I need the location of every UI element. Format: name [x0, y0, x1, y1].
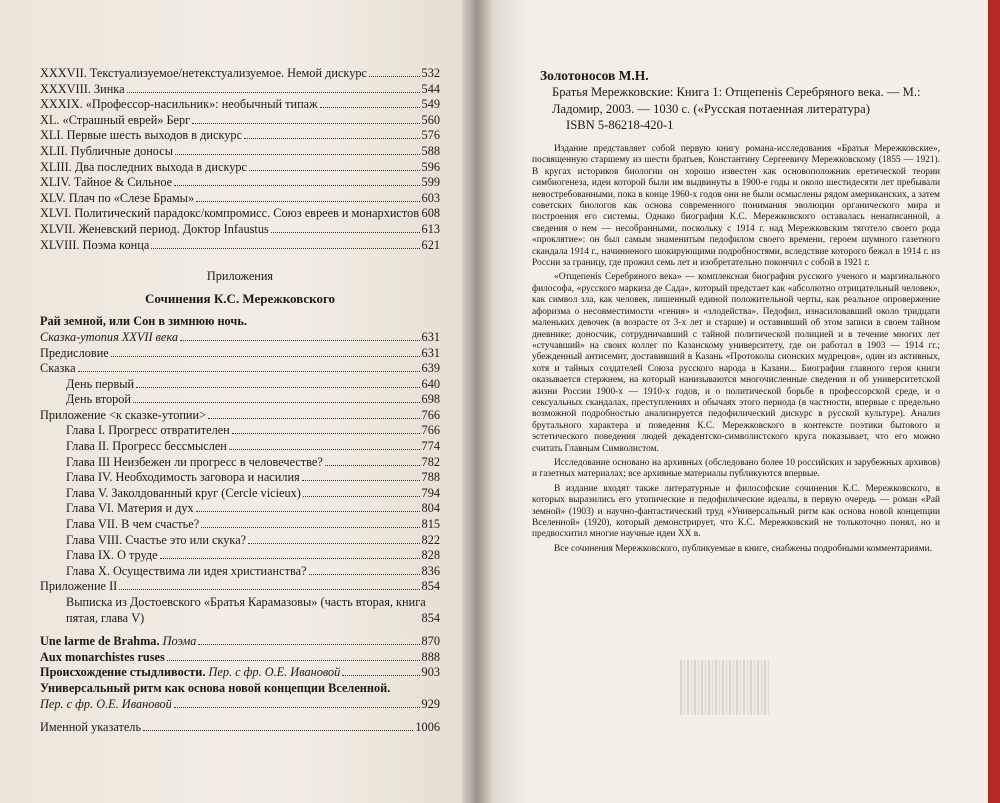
toc-entry-page: 596	[421, 159, 440, 174]
extract-page: 854	[421, 610, 440, 625]
toc-entry-page: 782	[421, 454, 440, 469]
toc-entry-page: 822	[421, 532, 440, 547]
toc-entry-title: Сказка-утопия XXVII века	[40, 329, 179, 344]
toc-entry	[40, 579, 440, 595]
work5-title: Универсальный ритм как основа новой концепции Вселенной.	[40, 680, 391, 695]
book-gutter	[462, 0, 492, 803]
toc-entry	[40, 501, 440, 517]
annotation-paragraph: Все сочинения Мережковского, публикуемые в книге, снабжены подробными комментариями.	[554, 543, 932, 554]
toc-entry-title: XLVII. Женевский период. Доктор Infaustus	[40, 221, 269, 236]
toc-entry-title: День первый	[66, 376, 135, 391]
toc-entry	[40, 408, 440, 424]
toc-entry	[40, 517, 440, 533]
annotation	[532, 144, 940, 558]
index-title: Именной указатель	[40, 720, 142, 735]
work2-genre: Поэма	[162, 634, 197, 649]
toc-entry-page: 599	[421, 175, 440, 190]
toc-entry-page: 698	[421, 392, 440, 407]
toc-entry-page: 631	[421, 345, 440, 360]
toc-entry-extract	[40, 595, 440, 626]
extract-title: Выписка из Достоевского «Братья Карамазовы» (часть вторая, книга пятая, глава V)	[66, 595, 426, 625]
toc-entry-title: Глава VII. В чем счастье?	[66, 517, 200, 532]
toc-entry	[40, 346, 440, 362]
index-page: 1006	[415, 720, 440, 735]
toc-entry	[40, 392, 440, 408]
annotation-paragraph: Исследование основано на архивных (обследовано более 10 российских и зарубежных архивов) и газетных материалах; все архивные материалы публикуются впервые.	[532, 457, 940, 480]
toc-entry	[40, 361, 440, 377]
toc-entry-page: 774	[421, 439, 440, 454]
toc-entry	[40, 470, 440, 486]
toc-entry-title: Предисловие	[40, 345, 109, 360]
toc-entry	[40, 330, 440, 346]
toc-entry-title: Глава III Неизбежен ли прогресс в человечестве?	[66, 454, 323, 469]
toc-entry	[40, 548, 440, 564]
work2-title: Une larme de Brahma.	[40, 634, 160, 649]
toc-entry-title: Глава I. Прогресс отвратителен	[66, 423, 230, 438]
toc-entry-page: 613	[421, 221, 440, 236]
book-author: Золотоносов М.Н.	[540, 68, 649, 83]
toc-entry-title: Приложение II	[40, 579, 118, 594]
work5-page: 929	[421, 696, 440, 711]
toc-entry-title: День второй	[66, 392, 131, 407]
toc-entry-page: 794	[421, 485, 440, 500]
toc-entry-title: XXXVIII. Зинка	[40, 81, 125, 96]
left-page	[0, 0, 470, 803]
toc-entry-index	[40, 720, 440, 736]
isbn: ISBN 5-86218-420-1	[566, 118, 674, 132]
toc-entry	[40, 533, 440, 549]
toc-entry-page: 544	[421, 81, 440, 96]
toc-entry-title: XLII. Публичные доносы	[40, 143, 173, 158]
toc-entry	[40, 238, 440, 254]
toc-entry-title: Глава VIII. Счастье это или скука?	[66, 532, 247, 547]
toc-entry-page: 804	[421, 501, 440, 516]
work4-translator: Пер. с фр. О.Е. Ивановой	[208, 665, 341, 680]
bibliographic-record	[552, 84, 942, 134]
toc-entry-title: Глава X. Осуществима ли идея христианства?	[66, 563, 307, 578]
toc-entry-title: Глава II. Прогресс бессмыслен	[66, 439, 227, 454]
appendix-title: Приложения	[206, 269, 274, 284]
toc-entry	[40, 439, 440, 455]
toc-entry-page: 608	[421, 206, 440, 221]
work4-title: Происхождение стыдливости.	[40, 665, 206, 680]
toc-entry-title: XLIII. Два последних выхода в дискурс	[40, 159, 248, 174]
appendix-subtitle: Сочинения К.С. Мережковского	[144, 290, 336, 306]
toc-entry	[40, 423, 440, 439]
toc-entry-work2	[40, 634, 440, 650]
work1-entries	[40, 330, 440, 595]
toc-entry-title: XLVI. Политический парадокс/компромисс. Союз евреев и монархистов	[40, 206, 420, 221]
toc-entry-page: 766	[421, 407, 440, 422]
toc-entry-page: 639	[421, 361, 440, 376]
toc-entry-title: Глава IX. О труде	[66, 548, 158, 563]
toc-entry	[40, 222, 440, 238]
toc-entry	[40, 144, 440, 160]
annotation-paragraph: «Отщепенis Серебряного века» — комплексная биография русского ученого и маргинального философа, «русского маркиза де Сада», который предстает как «абсолютно отрицательный человек», как символ зла, как человек, лишенный единой положительной черты, как реальное опровержение афоризма о несовместимости «гения» и «злодейства». Педофил, изнасиловавший около тридцати маленьких девочек (в возрасте от 3-х лет и старше) и оставивший об этом записи в своем тайном дневнике; доносчик, сотрудничавший с тайной политической полицией и в течение многих лет «стучавший» на своих коллег по Казанскому университету, где он работал в 1903 — 1914 гг.; убежденный антисемит, доставивший в Казань «Протоколы сионских мудрецов», один из активных, хотя и тайных создателей Союза русского народа в Казани... Биография главного героя книги оказывается стержнем, на который нанизываются многочисленные сведения и об университетской жизни России 1900-х — 1910-х годов, и о политической борьбе в профессорской среде, и о сексуальных скандалах, преступлениях и обычаях этого периода (в частности, впервые с предельно возможной подробностью анализируется педофилический дискурс в русской культуре). Анализ брутального характера и поведения К.С. Мережковского в контексте поэтики бытового и эстетического поведения людей декадентско-символистского круга показывает, что его можно считать Главным Символистом.	[532, 272, 940, 454]
bib-line: Братья Мережковские: Книга 1: Отщепенis Серебряного века. — М.: Ладомир, 2003. — 1030 с. («Русская потаенная литература)	[552, 85, 921, 116]
toc-entry-page: 576	[421, 128, 440, 143]
toc-entry-page: 532	[421, 66, 440, 80]
toc-entry-work3	[40, 650, 440, 666]
toc-entry	[40, 377, 440, 393]
toc-entry-page: 815	[421, 517, 440, 532]
toc-entry-page: 549	[421, 97, 440, 112]
toc-entry	[40, 97, 440, 113]
toc-entry-work5	[40, 697, 440, 713]
work2-page: 870	[421, 634, 440, 649]
toc-entry-title: XL. «Страшный еврей» Берг	[40, 112, 191, 127]
toc-entry	[40, 128, 440, 144]
toc-entry	[40, 486, 440, 502]
work3-page: 888	[421, 649, 440, 664]
toc-entry-page: 588	[421, 143, 440, 158]
toc-entry	[40, 206, 440, 222]
toc-entry-page: 836	[421, 563, 440, 578]
toc-entry	[40, 160, 440, 176]
toc-entry-page: 603	[421, 190, 440, 205]
toc-entry-page: 766	[421, 423, 440, 438]
toc-entry-title: Приложение <к сказке-утопии>	[40, 407, 207, 422]
table-of-contents	[40, 66, 440, 736]
toc-entry	[40, 66, 440, 82]
work3-title: Aux monarchistes ruses	[40, 649, 165, 664]
faint-barcode	[680, 660, 770, 715]
toc-entry-work4	[40, 665, 440, 681]
toc-entry-title: XLIV. Тайное & Сильное	[40, 175, 173, 190]
toc-entry	[40, 455, 440, 471]
toc-entry	[40, 113, 440, 129]
toc-entry-title: XLI. Первые шесть выходов в дискурс	[40, 128, 243, 143]
toc-entry-title: XXXIX. «Профессор-насильник»: необычный типаж	[40, 97, 318, 112]
toc-entry-title: Глава VI. Материя и дух	[66, 501, 194, 516]
toc-entry-page: 828	[421, 548, 440, 563]
toc-entry	[40, 564, 440, 580]
toc-entry-page: 854	[421, 579, 440, 594]
chapter-list	[40, 66, 440, 253]
toc-entry	[40, 175, 440, 191]
toc-entry	[40, 82, 440, 98]
toc-entry-page: 621	[421, 237, 440, 252]
toc-entry	[40, 191, 440, 207]
toc-entry-title: XXXVII. Текстуализуемое/нетекстуализуемое. Немой дискурс	[40, 66, 367, 80]
work1-title: Рай земной, или Сон в зимнюю ночь.	[40, 314, 247, 329]
annotation-paragraph: Издание представляет собой первую книгу романа-исследования «Братья Мережковские», посвященную старшему из шести братьев, Константину Сергеевичу Мережковскому (1855 — 1921). В кругах историков биологии он хорошо известен как основоположник еретической теории симбиогенеза, идеи которой были им выдвинуты в 1900-е годы и около шестидесяти лет пребывали невостребованными, пока в конце 1960-х годов они не были осмыслены рядом американских, а затем советских биологов как основа современного понимания эволюции органического мира и построения его системы. Однако биография К.С. Мережковского оставалась ненаписанной, а сведения о нем — несобранными, поскольку с 1914 г. над Мережковским тяготело своего рода «проклятие»: он был самым знаменитым педофилом своего времени, героем шумного газетного скандала 1914 г., начинненого шокирующими подробностями, вследствие которого бежал в 1914 г. из России за границу, где прожил семь лет и изобретательно покончил с собой в 1921 г.	[532, 144, 940, 269]
toc-entry-title: Глава V. Заколдованный круг (Cercle vicieux)	[66, 485, 301, 500]
work4-page: 903	[421, 665, 440, 680]
toc-entry-page: 640	[421, 376, 440, 391]
toc-entry-page: 631	[421, 329, 440, 344]
toc-entry-title: XLV. Плач по «Слезе Брамы»	[40, 190, 195, 205]
annotation-paragraph: В издание входят также литературные и философские сочинения К.С. Мережковского, в которых выразились его утопические и педофилические идеалы, в первую очередь — роман «Рай земной» (1903) и научно-фантастический труд «Универсальный ритм как основа новой концепции Вселенной» (1920), который демонстрирует, что К.С. Мережковский не толькоточно понял, но и предвосхитил многие научные идеи XX в.	[532, 483, 940, 540]
toc-entry-title: XLVIII. Поэма конца	[40, 237, 150, 252]
toc-entry-page: 560	[421, 112, 440, 127]
toc-entry-page: 788	[421, 470, 440, 485]
toc-entry-title: Сказка	[40, 361, 76, 376]
toc-entry-title: Глава IV. Необходимость заговора и насилия	[66, 470, 300, 485]
work5-translator: Пер. с фр. О.Е. Ивановой	[40, 696, 172, 711]
